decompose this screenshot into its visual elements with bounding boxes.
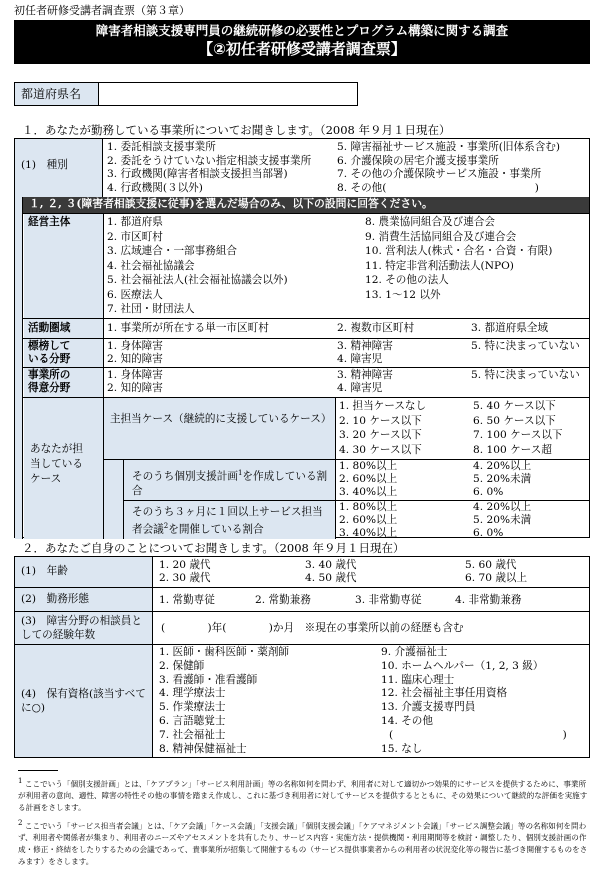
employment-option[interactable]: 3. 非常勤専従 xyxy=(355,594,422,606)
target-option[interactable]: 3. 精神障害 xyxy=(337,340,393,352)
target-options-b xyxy=(337,340,393,366)
meeting-option[interactable]: 4. 20%以上 xyxy=(473,501,532,513)
specialty-option[interactable]: 5. 特に決まっていない xyxy=(471,369,580,381)
operator-option[interactable]: 4. 社会福祉協議会 xyxy=(107,259,195,272)
employment-label-cell xyxy=(15,588,153,611)
qualification-option[interactable]: 2. 保健師 xyxy=(159,659,205,672)
title-box xyxy=(14,20,590,64)
main-cases-option[interactable]: 7. 100 ケース以下 xyxy=(473,429,563,441)
main-cases-option[interactable]: 1. 担当ケースなし xyxy=(339,400,427,412)
area-option[interactable]: 1. 事業所が所在する単一市区町村 xyxy=(107,322,269,334)
plan-label-cell xyxy=(124,460,336,500)
qualification-label: (4) 保有資格(該当すべてに○) xyxy=(21,688,146,714)
meeting-label-cell xyxy=(124,501,336,539)
cases-label: あなたが担 当している ケース xyxy=(30,443,83,485)
qualification-options-b xyxy=(381,646,567,756)
specialty-option[interactable]: 3. 精神障害 xyxy=(337,369,393,381)
main-cases-options-a xyxy=(339,399,426,457)
operator-option[interactable]: 12. その他の法人 xyxy=(365,274,449,286)
qualification-option[interactable]: 5. 作業療法士 xyxy=(159,701,226,714)
area-option[interactable]: 2. 複数市区町村 xyxy=(337,322,415,334)
age-option[interactable]: 6. 70 歳以上 xyxy=(465,572,528,584)
area-option[interactable]: 3. 都道府県全域 xyxy=(471,322,549,334)
area-label: 活動圏域 xyxy=(28,322,71,334)
type-options-right xyxy=(337,141,560,195)
qualification-option[interactable]: 12. 社会福祉主事任用資格 xyxy=(381,687,508,700)
type-option[interactable]: 5. 障害福祉サービス施設・事業所(旧体系含む) xyxy=(337,141,561,153)
experience-label: (3) 障害分野の相談員としての経験年数 xyxy=(21,615,142,641)
operator-label-cell xyxy=(24,214,104,318)
main-cases-option[interactable]: 3. 20 ケース以下 xyxy=(339,429,422,441)
main-cases-options-b xyxy=(473,399,563,457)
specialty-options-b xyxy=(337,369,393,395)
target-label: 標榜して いる分野 xyxy=(28,340,71,365)
qualification-label-cell xyxy=(15,645,153,757)
plan-option[interactable]: 1. 80%以上 xyxy=(339,460,398,472)
main-cases-option[interactable]: 8. 100 ケース超 xyxy=(473,443,552,456)
title-line2: 【②初任者研修受講者調査票】 xyxy=(198,40,406,58)
type-option[interactable]: 2. 委託をうけていない指定相談支援事業所 xyxy=(107,154,312,167)
type-option[interactable]: 8. その他( ) xyxy=(337,181,539,194)
plan-option[interactable]: 4. 20%以上 xyxy=(473,460,532,472)
qualification-option[interactable]: 7. 社会福祉士 xyxy=(159,728,226,741)
title-line1: 障害者相談支援専門員の継続研修の必要性とプログラム構築に関する調査 xyxy=(95,23,509,38)
target-option[interactable]: 5. 特に決まっていない xyxy=(471,340,580,352)
qualification-option[interactable]: 10. ホームヘルパー（1, 2, 3 級） xyxy=(381,659,544,672)
type-option[interactable]: 4. 行政機関(３以外) xyxy=(107,181,203,194)
specialty-options-a xyxy=(107,369,163,395)
qualification-option[interactable]: 4. 理学療法士 xyxy=(159,687,226,700)
main-cases-label: 主担当ケース（継続的に支援しているケース） xyxy=(110,413,332,425)
age-options-c xyxy=(465,559,527,585)
type-label: (1) 種別 xyxy=(21,159,68,171)
meeting-option[interactable]: 1. 80%以上 xyxy=(339,501,398,513)
plan-options-a xyxy=(339,460,397,499)
footnote-divider xyxy=(18,770,58,771)
main-cases-option[interactable]: 4. 30 ケース以下 xyxy=(339,443,422,456)
plan-option[interactable]: 2. 60%以上 xyxy=(339,473,398,485)
main-cases-option[interactable]: 6. 50 ケース以下 xyxy=(473,414,556,427)
prefecture-field xyxy=(14,82,358,106)
age-option[interactable]: 5. 60 歳代 xyxy=(465,559,517,571)
type-label-cell xyxy=(15,139,103,197)
qualification-option[interactable]: 1. 医師・歯科医師・薬剤師 xyxy=(159,646,290,658)
operator-option[interactable]: 8. 農業協同組合及び連合会 xyxy=(365,216,496,228)
qualification-option[interactable]: 6. 言語聴覚士 xyxy=(159,714,226,727)
specialty-label-cell xyxy=(24,368,104,397)
qualification-option[interactable]: 13. 介護支援専門員 xyxy=(381,701,476,714)
type-option[interactable]: 3. 行政機関(障害者相談支援担当部署) xyxy=(107,168,288,180)
qualification-option[interactable]: 14. その他 xyxy=(381,714,433,727)
target-options-a xyxy=(107,340,163,366)
target-option[interactable]: 2. 知的障害 xyxy=(107,353,163,365)
plan-option[interactable]: 6. 0% xyxy=(473,486,504,498)
age-option[interactable]: 4. 50 歳代 xyxy=(305,572,357,584)
employment-label: (2) 勤務形態 xyxy=(21,593,89,605)
specialty-option[interactable]: 1. 身体障害 xyxy=(107,369,163,381)
qualification-option[interactable]: 9. 介護福祉士 xyxy=(381,646,448,658)
qualification-options-a xyxy=(159,646,289,756)
plan-option[interactable]: 5. 20%未満 xyxy=(473,473,532,485)
age-options-a xyxy=(159,559,211,585)
operator-options-right xyxy=(365,215,552,302)
operator-option[interactable]: 7. 社団・財団法人 xyxy=(107,303,195,315)
operator-option[interactable]: 1. 都道府県 xyxy=(107,216,163,228)
cases-label-cell xyxy=(24,398,104,539)
operator-option[interactable]: 10. 営利法人(株式・合名・合資・有限) xyxy=(365,245,553,257)
employment-option[interactable]: 4. 非常勤兼務 xyxy=(455,594,522,606)
section1-heading: １．あなたが勤務している事業所についてお聞きします。（2008 年９月１日現在） xyxy=(22,123,451,137)
prefecture-label: 都道府県名 xyxy=(15,83,99,105)
plan-options-b xyxy=(473,460,531,499)
operator-label: 経営主体 xyxy=(28,216,71,228)
age-label: (1) 年齢 xyxy=(21,565,68,577)
specialty-option[interactable]: 2. 知的障害 xyxy=(107,382,163,394)
specialty-option[interactable]: 4. 障害児 xyxy=(337,382,383,394)
age-label-cell xyxy=(15,557,153,587)
age-option[interactable]: 2. 30 歳代 xyxy=(159,572,211,584)
footnote-2: $^2$ ここでいう「サービス担当者会議」とは、「ケア会議」「ケース会議」「支援会議」「個別支援会議」「ケアマネジメント会議」「サービス調整会議」等の名称如何を問わず、利用者や関係者が集まり、利用者のニーズやアセスメントを共有したり、サービス内容・実施方法・提供機関・利用期間等を検討・調整したり、個別支援計画の作成・修正・終結をしたりするための会議であって、貴事業所が招集して開催するもの（サービス提供事業者からの利用者の状況変化等の報告に基づき開催するものをさみます）をさします。 xyxy=(18,819,588,866)
qualification-option[interactable]: 8. 精神保健福祉士 xyxy=(159,742,247,755)
meeting-options-b xyxy=(473,501,531,540)
main-cases-option[interactable]: 2. 10 ケース以下 xyxy=(339,414,422,427)
footnote-1: $^1$ ここでいう「個別支援計画」とは、「ケアプラン」「サービス利用計画」等の名称如何を問わず、利用者に対して適切かつ効果的にサービスを提供するために、事業所が利用者の意向、適性、障害の特性その他の事情を踏まえ作成し、これに基づき利用者に対してサービスを提供するとともに、その効果について継続的な評価を実施する計画をさします。 xyxy=(18,777,588,813)
main-cases-label-cell xyxy=(104,398,336,459)
operator-option[interactable]: 3. 広域連合・一部事務組合 xyxy=(107,245,238,257)
plan-label: そのうち個別支援計画$^1$を作成している割合 xyxy=(132,469,328,497)
qualification-option[interactable]: 11. 臨床心理士 xyxy=(381,673,455,686)
operator-option[interactable]: 13. 1～12 以外 xyxy=(365,288,441,301)
target-option[interactable]: 1. 身体障害 xyxy=(107,340,163,352)
qualification-other-input[interactable]: ( ) xyxy=(389,728,567,741)
section1-table xyxy=(14,138,590,538)
type-options-left xyxy=(107,141,311,195)
type-option[interactable]: 6. 介護保険の居宅介護支援事業所 xyxy=(337,154,499,167)
indent-strip xyxy=(15,197,23,539)
main-cases-option[interactable]: 5. 40 ケース以下 xyxy=(473,400,556,412)
operator-option[interactable]: 9. 消費生活協同組合及び連合会 xyxy=(365,230,517,243)
experience-input[interactable]: ( )年( )か月 ※現在の事業所以前の経歴も含む xyxy=(161,622,464,634)
age-options-b xyxy=(305,559,357,585)
operator-option[interactable]: 6. 医療法人 xyxy=(107,288,163,301)
operator-options-left xyxy=(107,215,288,317)
section2-table xyxy=(14,556,590,758)
meeting-option[interactable]: 6. 0% xyxy=(473,527,504,539)
meeting-label: そのうち３ヶ月に１回以上サービス担当者会議$^2$を開催している割合 xyxy=(132,506,323,536)
operator-option[interactable]: 2. 市区町村 xyxy=(107,230,163,243)
chapter-label: 初任者研修受講者調査票（第３章） xyxy=(14,4,190,17)
specialty-label: 事業所の 得意分野 xyxy=(28,369,71,394)
employment-option[interactable]: 2. 常勤兼務 xyxy=(255,594,311,606)
qualification-option[interactable]: 15. なし xyxy=(381,742,423,755)
age-option[interactable]: 1. 20 歳代 xyxy=(159,559,211,571)
type-option[interactable]: 1. 委託相談支援事業所 xyxy=(107,141,216,153)
type-option[interactable]: 7. その他の介護保険サービス施設・事業所 xyxy=(337,168,542,180)
plan-option[interactable]: 3. 40%以上 xyxy=(339,486,398,498)
age-option[interactable]: 3. 40 歳代 xyxy=(305,559,357,571)
employment-option[interactable]: 1. 常勤専従 xyxy=(159,594,215,606)
meeting-option[interactable]: 5. 20%未満 xyxy=(473,514,532,526)
meeting-options-a xyxy=(339,501,397,540)
sub-indent xyxy=(104,460,124,539)
experience-label-cell xyxy=(15,612,153,644)
qualification-option[interactable]: 3. 看護師・准看護師 xyxy=(159,673,258,686)
conditional-note: １, ２, ３(障害者相談支援に従事)を選んだ場合のみ、以下の設問に回答ください。 xyxy=(23,197,589,213)
meeting-option[interactable]: 3. 40%以上 xyxy=(339,527,398,539)
section2-heading: ２．あなたご自身のことについてお聞きします。（2008 年９月１日現在） xyxy=(22,541,405,555)
area-label-cell xyxy=(24,319,104,338)
prefecture-input[interactable] xyxy=(99,83,357,105)
meeting-option[interactable]: 2. 60%以上 xyxy=(339,514,398,526)
target-label-cell xyxy=(24,339,104,367)
target-option[interactable]: 4. 障害児 xyxy=(337,353,383,365)
operator-option[interactable]: 5. 社会福祉法人(社会福祉協議会以外) xyxy=(107,274,288,286)
operator-option[interactable]: 11. 特定非営利活動法人(NPO) xyxy=(365,259,514,272)
